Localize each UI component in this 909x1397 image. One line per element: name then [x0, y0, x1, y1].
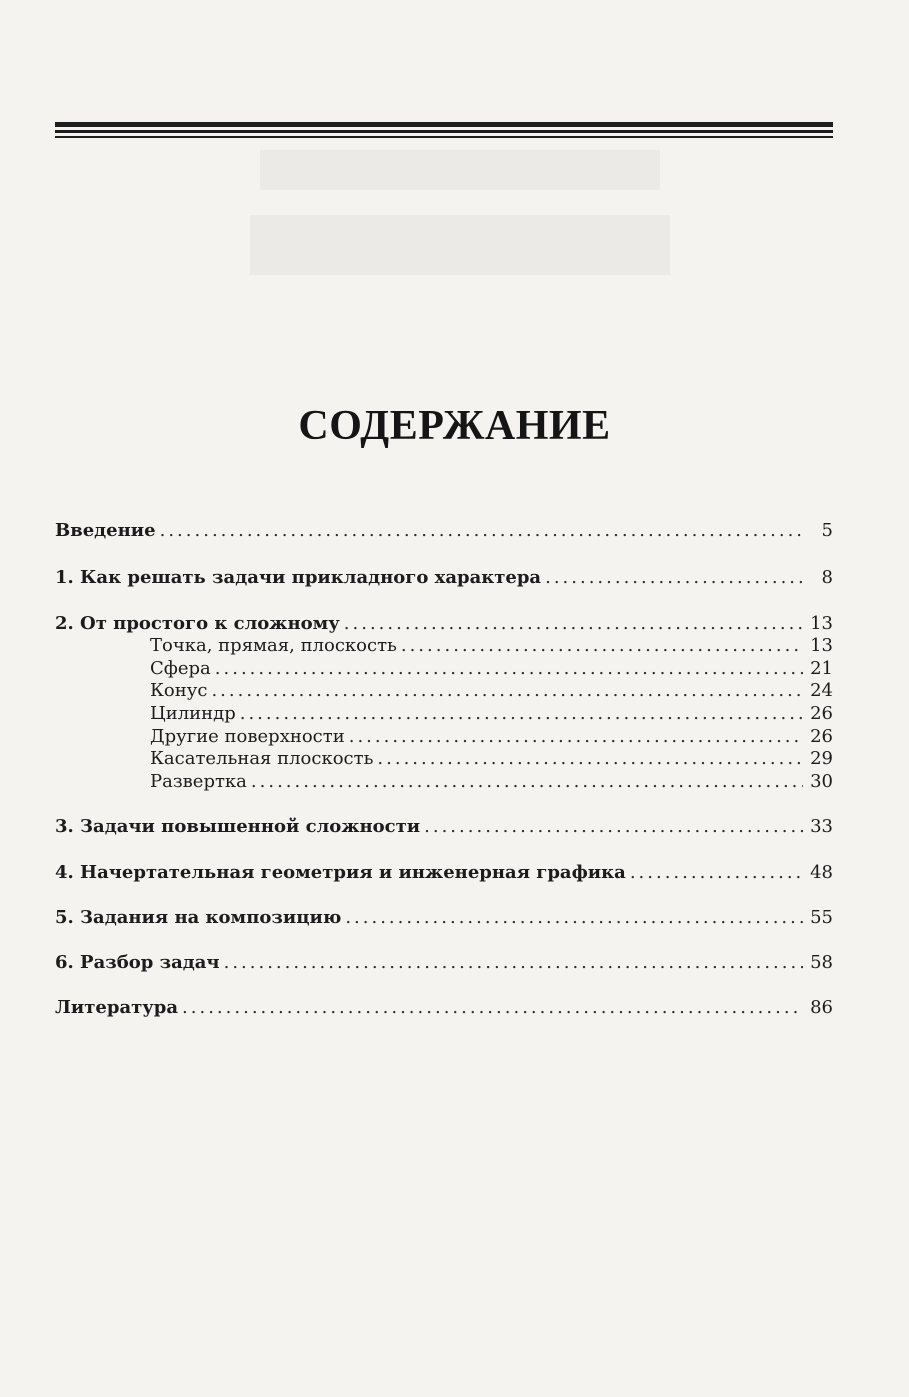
dot-leader [182, 997, 803, 1019]
dot-leader [345, 907, 803, 929]
toc-entry-page: 21 [810, 658, 833, 679]
rule-line-thin [55, 136, 833, 138]
toc-entry-chapter-1[interactable] [55, 563, 833, 589]
toc-entry-page: 30 [810, 771, 833, 792]
toc-entry-references[interactable] [55, 993, 833, 1019]
toc-entry-page: 86 [810, 997, 833, 1018]
toc-entry-page: 55 [810, 907, 833, 928]
toc-entry-page: 13 [810, 635, 833, 656]
toc-entry-introduction[interactable] [55, 516, 833, 542]
toc-entry-page: 58 [810, 952, 833, 973]
toc-entry-chapter-4[interactable] [55, 858, 833, 884]
dot-leader [251, 771, 803, 793]
toc-entry-page: 5 [821, 520, 833, 541]
dot-leader [224, 952, 803, 974]
toc-entry-label: 2. От простого к сложному [55, 613, 340, 634]
dot-leader [160, 520, 803, 542]
bleed-through-shadow [250, 215, 670, 275]
toc-entry-label: Цилиндр [150, 703, 236, 724]
toc-entry-label: Конус [150, 680, 208, 701]
rule-line-medium [55, 130, 833, 133]
rule-line-thick [55, 122, 833, 127]
toc-entry-label: Другие поверхности [150, 726, 345, 747]
toc-entry-page: 26 [810, 726, 833, 747]
toc-entry-label: 5. Задания на композицию [55, 907, 342, 928]
toc-entry-chapter-3[interactable] [55, 812, 833, 838]
toc-entry-chapter-6[interactable] [55, 948, 833, 974]
toc-entry-label: Точка, прямая, плоскость [150, 635, 397, 656]
toc-entry-label: Касательная плоскость [150, 748, 374, 769]
dot-leader [424, 816, 803, 838]
toc-entry-label: Развертка [150, 771, 247, 792]
toc-entry-page: 29 [810, 748, 833, 769]
toc-entry-page: 13 [810, 613, 833, 634]
header-rule [55, 122, 833, 142]
toc-entry-page: 8 [821, 567, 833, 588]
toc-entry-chapter-5[interactable] [55, 903, 833, 929]
toc-entry-label: Литература [55, 997, 179, 1018]
toc-entry-label: 3. Задачи повышенной сложности [55, 816, 421, 837]
toc-entry-page: 24 [810, 680, 833, 701]
page-title: СОДЕРЖАНИЕ [298, 403, 611, 449]
toc-entry-label: 1. Как решать задачи прикладного характера [55, 567, 542, 588]
toc-entry-label: Введение [55, 520, 156, 541]
toc-entry-page: 48 [810, 862, 833, 883]
toc-subentry-development[interactable] [150, 767, 833, 793]
toc-entry-page: 26 [810, 703, 833, 724]
toc-entry-label: 4. Начертательная геометрия и инженерная графика [55, 862, 626, 883]
dot-leader [545, 567, 803, 589]
toc-entry-label: 6. Разбор задач [55, 952, 220, 973]
toc-entry-page: 33 [810, 816, 833, 837]
dot-leader [630, 862, 803, 884]
toc-entry-label: Сфера [150, 658, 211, 679]
bleed-through-shadow [260, 150, 660, 190]
